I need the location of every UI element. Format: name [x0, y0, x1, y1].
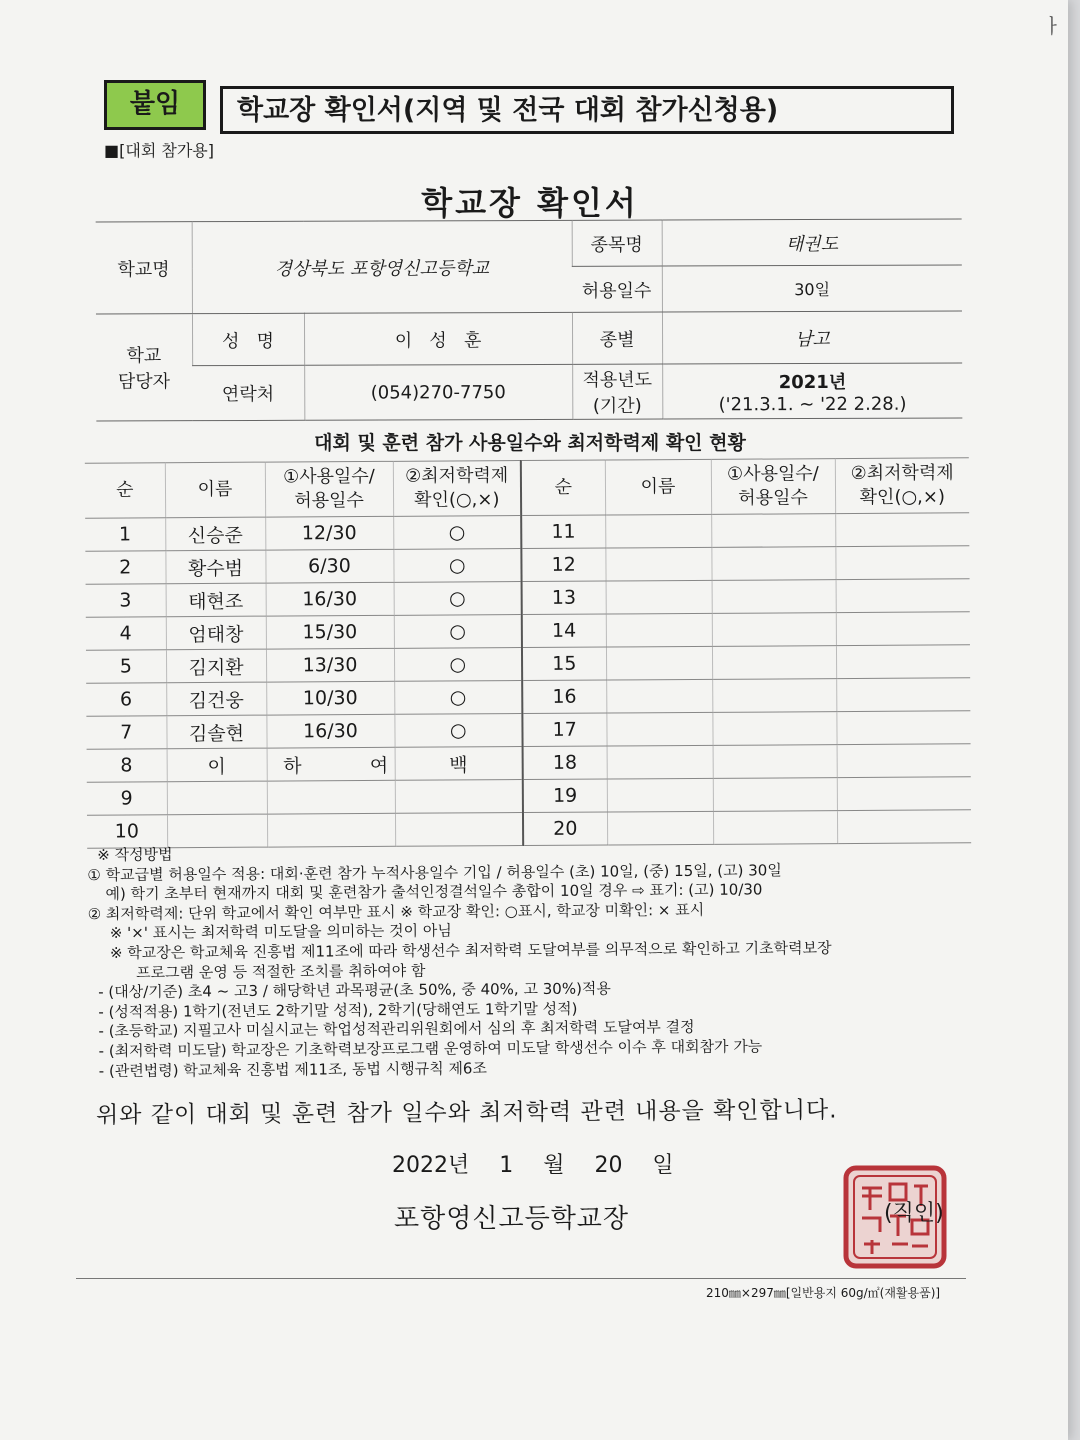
row-no-right: 18	[523, 746, 607, 780]
col-header-check-right	[835, 458, 969, 514]
used-days: 6/30	[265, 549, 393, 583]
document-title: 학교장 확인서	[421, 184, 639, 222]
seal-mark-text: (직인)	[884, 1201, 944, 1226]
used-days: 16/30	[266, 714, 394, 748]
check-mark-right	[836, 579, 970, 613]
school-info-table	[96, 218, 963, 421]
note-line: 프로그램 운영 등 적절한 조치를 취하여야 함	[136, 961, 426, 982]
note-line: ① 학교급별 허용일수 적용: 대회·훈련 참가 누적사용일수 기입 / 허용일수 (초) 10일, (중) 15일, (고) 30일	[87, 860, 782, 884]
table-row	[86, 678, 970, 716]
row-no: 8	[87, 749, 167, 782]
used-days-right	[712, 646, 836, 680]
check-mark	[395, 813, 523, 847]
check-mark: 백	[395, 747, 523, 781]
col-header-name: 이름	[165, 462, 265, 518]
days-header-line1: ①사용일수/	[282, 465, 375, 488]
student-name-right	[607, 811, 713, 845]
student-name: 김지환	[166, 649, 266, 683]
days-header-line2: 허용일수	[294, 490, 364, 512]
issue-date: 2022년 1 월 20 일	[392, 1153, 674, 1178]
section-title: 대회 및 훈련 참가 사용일수와 최저학력제 확인 현황	[314, 432, 746, 454]
col-header-days-right	[711, 459, 835, 515]
col-header-no: 순	[85, 463, 165, 518]
student-name-right	[606, 712, 712, 746]
confirmation-statement: 위와 같이 대회 및 훈련 참가 일수와 최저학력 관련 내용을 확인합니다.	[95, 1097, 838, 1129]
year-label-line1: 적용년도	[582, 369, 653, 391]
table-row	[85, 513, 969, 551]
table-row	[86, 645, 970, 683]
row-no: 9	[87, 782, 167, 815]
check-mark-right	[837, 810, 971, 844]
table-header-row	[85, 458, 969, 518]
event-value: 태권도	[662, 219, 962, 266]
check-header-line2: 확인(○,×)	[414, 489, 500, 511]
student-name-right	[605, 547, 711, 581]
check-mark-right	[836, 645, 970, 679]
paper-spec-text: 210㎜×297㎜[일반용지 60g/㎡(재활용품)]	[706, 1286, 941, 1300]
check-mark-right	[836, 612, 970, 646]
blank-mark-yeo: 여	[369, 754, 389, 777]
row-no-right: 20	[523, 812, 607, 846]
student-name: 태현조	[166, 583, 266, 617]
used-days-right	[711, 547, 835, 581]
check-mark: ○	[394, 681, 522, 715]
student-name-right	[607, 745, 713, 779]
check-mark: ○	[394, 714, 522, 748]
row-no-right: 12	[521, 548, 605, 582]
col-header-days	[265, 461, 393, 517]
applied-year-value	[662, 363, 962, 419]
note-line: ※ '×' 표시는 최저학력 미도달을 의미하는 것이 아님	[109, 921, 452, 943]
table-row	[86, 612, 970, 650]
used-days: 13/30	[266, 648, 394, 682]
check-mark-right	[835, 513, 969, 547]
check-mark: ○	[394, 582, 522, 616]
used-days: 12/30	[265, 516, 393, 550]
row-no-right: 16	[522, 680, 606, 714]
note-line: - (최저학력 미도달) 학교장은 기초학력보장프로그램 운영하여 미도달 학생선수 이수 후 대회참가 가능	[98, 1037, 763, 1060]
used-days	[267, 747, 395, 781]
student-name: 이	[167, 748, 267, 782]
category-label: 종별	[572, 312, 662, 364]
note-line: - (성적적용) 1학기(전년도 2학기말 성적), 2학기(당해연도 1학기말 성적)	[98, 999, 578, 1021]
used-days	[267, 780, 395, 814]
event-label: 종목명	[572, 220, 662, 266]
table-row	[87, 744, 971, 782]
allowed-days-value: 30일	[662, 265, 962, 312]
student-name: 황수범	[165, 550, 265, 584]
used-days	[267, 813, 395, 847]
check-mark-right	[837, 777, 971, 811]
days-header-line2: 허용일수	[738, 487, 808, 509]
phone-value: (054)270-7750	[304, 364, 572, 420]
used-days: 10/30	[266, 681, 394, 715]
contact-person-label	[96, 314, 192, 421]
student-name-right	[606, 613, 712, 647]
contact-label-line1: 학교	[126, 345, 162, 367]
document-header	[104, 80, 960, 138]
check-mark-right	[836, 678, 970, 712]
check-header-line1: ②최저학력제	[405, 465, 509, 487]
row-no: 4	[86, 617, 166, 650]
used-days-right	[711, 514, 835, 548]
row-no: 7	[86, 716, 166, 749]
main-title: 학교장 확인서(지역 및 전국 대회 참가신청용)	[220, 86, 954, 134]
student-name-right	[606, 679, 712, 713]
used-days-right	[713, 778, 837, 812]
row-no: 2	[85, 551, 165, 584]
table-row	[86, 579, 970, 617]
check-mark: ○	[394, 648, 522, 682]
attachment-label: 붙임	[104, 80, 206, 130]
category-value: 남고	[662, 311, 962, 364]
allowed-days-label: 허용일수	[572, 266, 662, 312]
row-no-right: 19	[523, 779, 607, 813]
used-days-right	[712, 580, 836, 614]
year-value-line2: ('21.3.1. ~ '22 2.28.)	[718, 393, 907, 415]
student-name: 김솔현	[166, 715, 266, 749]
phone-label: 연락처	[192, 365, 304, 420]
note-line: - (초등학교) 지필고사 미실시교는 학업성적관리위원회에서 심의 후 최저학력 도달여부 결정	[98, 1018, 695, 1041]
row-no-right: 14	[522, 614, 606, 648]
check-mark: ○	[393, 549, 521, 583]
school-name-label: 학교명	[96, 222, 192, 314]
row-no-right: 13	[522, 581, 606, 615]
check-mark: ○	[394, 615, 522, 649]
check-mark	[395, 780, 523, 814]
used-days: 16/30	[266, 582, 394, 616]
footer-divider	[76, 1278, 966, 1279]
check-mark-right	[837, 744, 971, 778]
used-days-right	[713, 745, 837, 779]
principal-name: 포항영신고등학교장	[394, 1204, 630, 1234]
row-no: 1	[85, 518, 165, 551]
note-line: ※ 학교장은 학교체육 진흥법 제11조에 따라 학생선수 최저학력 도달여부를 의무적으로 확인하고 기초학력보장	[109, 938, 832, 962]
used-days-right	[713, 811, 837, 845]
check-mark: ○	[393, 516, 521, 550]
student-name-right	[606, 646, 712, 680]
row-no-right: 17	[522, 713, 606, 747]
student-name: 신승준	[165, 517, 265, 551]
col-header-check	[393, 461, 521, 517]
check-header-line2: 확인(○,×)	[859, 486, 946, 508]
blank-mark-ha: 하	[283, 754, 302, 777]
row-no: 3	[86, 584, 166, 617]
contact-label-line2: 담당자	[117, 371, 171, 393]
applied-year-label	[572, 364, 662, 419]
row-no: 10	[87, 815, 167, 848]
used-days-right	[712, 679, 836, 713]
student-name-right	[606, 580, 712, 614]
year-label-line2: (기간)	[592, 395, 642, 417]
table-row	[85, 546, 969, 584]
participation-table	[85, 457, 971, 848]
person-name-value: 이 성 훈	[304, 312, 572, 365]
note-line: 예) 학기 초부터 현재까지 대회 및 훈련참가 출석인정결석일수 총합이 10일 경우 ⇨ 표기: (고) 10/30	[105, 880, 763, 904]
check-header-line1: ②최저학력제	[850, 462, 954, 485]
note-line: - (대상/기준) 초4 ~ 고3 / 해당학년 과목평균(초 50%, 중 40%, 고 30%)적용	[98, 979, 611, 1002]
table-row	[86, 711, 970, 749]
person-name-label: 성 명	[192, 313, 304, 365]
sub-note: ■[대회 참가용]	[104, 141, 214, 160]
used-days-right	[712, 712, 836, 746]
row-no-right: 15	[522, 647, 606, 681]
table-row	[87, 777, 971, 815]
student-name	[167, 781, 267, 815]
student-name	[167, 814, 267, 848]
student-name-right	[605, 514, 711, 548]
row-no: 5	[86, 650, 166, 683]
check-mark-right	[836, 711, 970, 745]
page-edge-mark: ㅏ	[1042, 14, 1062, 38]
student-name: 김건웅	[166, 682, 266, 716]
col-header-name-right: 이름	[605, 459, 711, 515]
school-name-value: 경상북도 포항영신고등학교	[192, 220, 572, 313]
student-name-right	[607, 778, 713, 812]
used-days-right	[712, 613, 836, 647]
writing-guide-notes	[83, 840, 985, 1081]
col-header-no-right: 순	[521, 460, 605, 516]
row-no-right: 11	[521, 515, 605, 549]
row-no: 6	[86, 683, 166, 716]
year-value-line1: 2021년	[778, 371, 847, 393]
note-line: ② 최저학력제: 단위 학교에서 확인 여부만 표시 ※ 학교장 확인: ○표시, 학교장 미확인: × 표시	[87, 900, 705, 923]
note-line: ※ 작성방법	[97, 845, 173, 865]
used-days: 15/30	[266, 615, 394, 649]
check-mark-right	[835, 546, 969, 580]
note-line: - (관련법령) 학교체육 진흥법 제11조, 동법 시행규칙 제6조	[98, 1058, 487, 1080]
days-header-line1: ①사용일수/	[726, 463, 819, 485]
student-name: 엄태창	[166, 616, 266, 650]
